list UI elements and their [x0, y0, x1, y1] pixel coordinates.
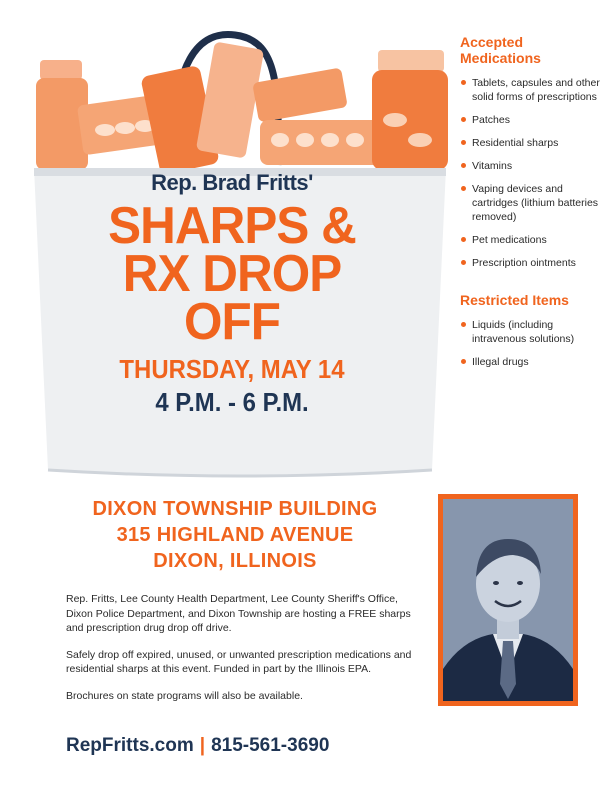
list-item: Prescription ointments [460, 256, 600, 270]
pill-bottles [36, 41, 448, 175]
event-title-line: SHARPS & [108, 197, 356, 255]
venue-line: DIXON TOWNSHIP BUILDING [92, 498, 378, 520]
event-title [50, 197, 415, 351]
list-item: Vitamins [460, 159, 600, 173]
list-item: Vaping devices and cartridges (lithium batteries removed) [460, 182, 600, 224]
host-line: Rep. Brad Fritts' [151, 170, 313, 195]
bullet-icon [461, 117, 466, 122]
list-item: Illegal drugs [460, 355, 600, 369]
website-link[interactable]: RepFritts.com [66, 735, 194, 756]
list-item: Liquids (including intravenous solutions) [460, 318, 600, 346]
footer-separator: | [199, 735, 206, 756]
paragraph: Rep. Fritts, Lee County Health Department, Lee County Sheriff's Office, Dixon Police Department, and Dixon Township are hosting a FREE sharps and prescription drug drop off drive. [66, 593, 411, 634]
event-title-line: RX DROP [122, 245, 342, 303]
event-time: 4 P.M. - 6 P.M. [155, 387, 309, 417]
event-headline [40, 170, 424, 418]
paragraph: Safely drop off expired, unused, or unwanted prescription medications and residential sharps at this event. Funded in part by the Illinois EPA. [66, 648, 412, 675]
bullet-icon [461, 80, 466, 85]
paragraph: Brochures on state programs will also be available. [66, 689, 303, 702]
hero-illustration [0, 0, 450, 490]
restricted-heading: Restricted Items [460, 292, 569, 308]
bullet-icon [461, 186, 466, 191]
venue-line: DIXON, ILLINOIS [153, 550, 317, 572]
bullet-icon [461, 163, 466, 168]
sidebar [460, 34, 600, 378]
list-item: Residential sharps [460, 136, 600, 150]
event-title-line: OFF [184, 293, 280, 351]
portrait-photo [438, 494, 578, 706]
accepted-list [460, 76, 600, 270]
bullet-icon [461, 359, 466, 364]
accepted-heading: Accepted Medications [460, 34, 541, 66]
event-date: THURSDAY, MAY 14 [119, 354, 345, 384]
venue-address [60, 496, 410, 574]
portrait-image [443, 499, 573, 701]
event-description [66, 592, 416, 715]
bullet-icon [461, 140, 466, 145]
phone-number[interactable]: 815-561-3690 [211, 735, 330, 756]
restricted-list [460, 318, 600, 369]
bullet-icon [461, 237, 466, 242]
contact-footer [66, 735, 329, 757]
list-item: Pet medications [460, 233, 600, 247]
bullet-icon [461, 260, 466, 265]
list-item: Patches [460, 113, 600, 127]
venue-line: 315 HIGHLAND AVENUE [116, 524, 354, 546]
list-item: Tablets, capsules and other solid forms of prescriptions [460, 76, 600, 104]
bullet-icon [461, 322, 466, 327]
